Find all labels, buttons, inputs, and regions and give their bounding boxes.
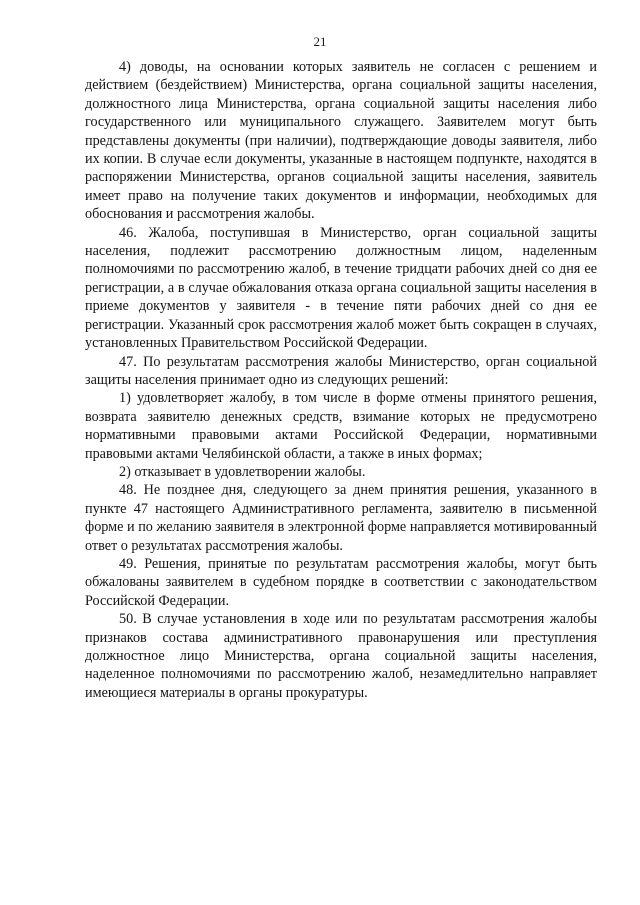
- paragraph-49: 49. Решения, принятые по результатам рассмотрения жалобы, могут быть обжалованы заявителем в судебном порядке в соответствии с законодательством Российской Федерации.: [85, 555, 597, 609]
- paragraph-item-4: 4) доводы, на основании которых заявитель не согласен с решением и действием (бездействием) Министерства, органа социальной защиты населения, должностного лица Министерства, органа социальной защиты населения либо государственного или муниципального служащего. Заявителем могут быть представлены документы (при наличии), подтверждающие доводы заявителя, либо их копии. В случае если документы, указанные в настоящем подпункте, находятся в распоряжении Министерства, органов социальной защиты населения, заявитель имеет право на получение таких документов и информации, необходимых для обоснования и рассмотрения жалобы.: [85, 59, 597, 223]
- paragraph-48: 48. Не позднее дня, следующего за днем принятия решения, указанного в пункте 47 настоящего Административного регламента, заявителю в письменной форме и по желанию заявителя в электронной форме направляется мотивированный ответ о результатах рассмотрения жалобы.: [85, 482, 597, 554]
- document-body: [85, 58, 597, 702]
- paragraph-47: 47. По результатам рассмотрения жалобы Министерство, орган социальной защиты населения принимает одно из следующих решений:: [85, 353, 597, 388]
- paragraph-47-option-1: 1) удовлетворяет жалобу, в том числе в форме отмены принятого решения, возврата заявителю денежных средств, взимание которых не предусмотрено нормативными правовыми актами Российской Федерации, нормативными правовыми актами Челябинской области, а также в иных формах;: [85, 390, 597, 462]
- page-number: 21: [313, 34, 327, 49]
- paragraph-47-option-2: 2) отказывает в удовлетворении жалобы.: [119, 463, 366, 480]
- paragraph-46: 46. Жалоба, поступившая в Министерство, орган социальной защиты населения, подлежит рассмотрению должностным лицом, наделенным полномочиями по рассмотрению жалоб, в течение тридцати рабочих дней со дня ее регистрации, а в случае обжалования отказа органа социальной защиты населения в приеме документов у заявителя - в течение пяти рабочих дней со дня ее регистрации. Указанный срок рассмотрения жалоб может быть сокращен в случаях, установленных Правительством Российской Федерации.: [85, 224, 597, 352]
- paragraph-50: 50. В случае установления в ходе или по результатам рассмотрения жалобы признаков состава административного правонарушения или преступления должностное лицо Министерства, органа социальной защиты населения, наделенное полномочиями по рассмотрению жалоб, незамедлительно направляет имеющиеся материалы в органы прокуратуры.: [85, 611, 597, 701]
